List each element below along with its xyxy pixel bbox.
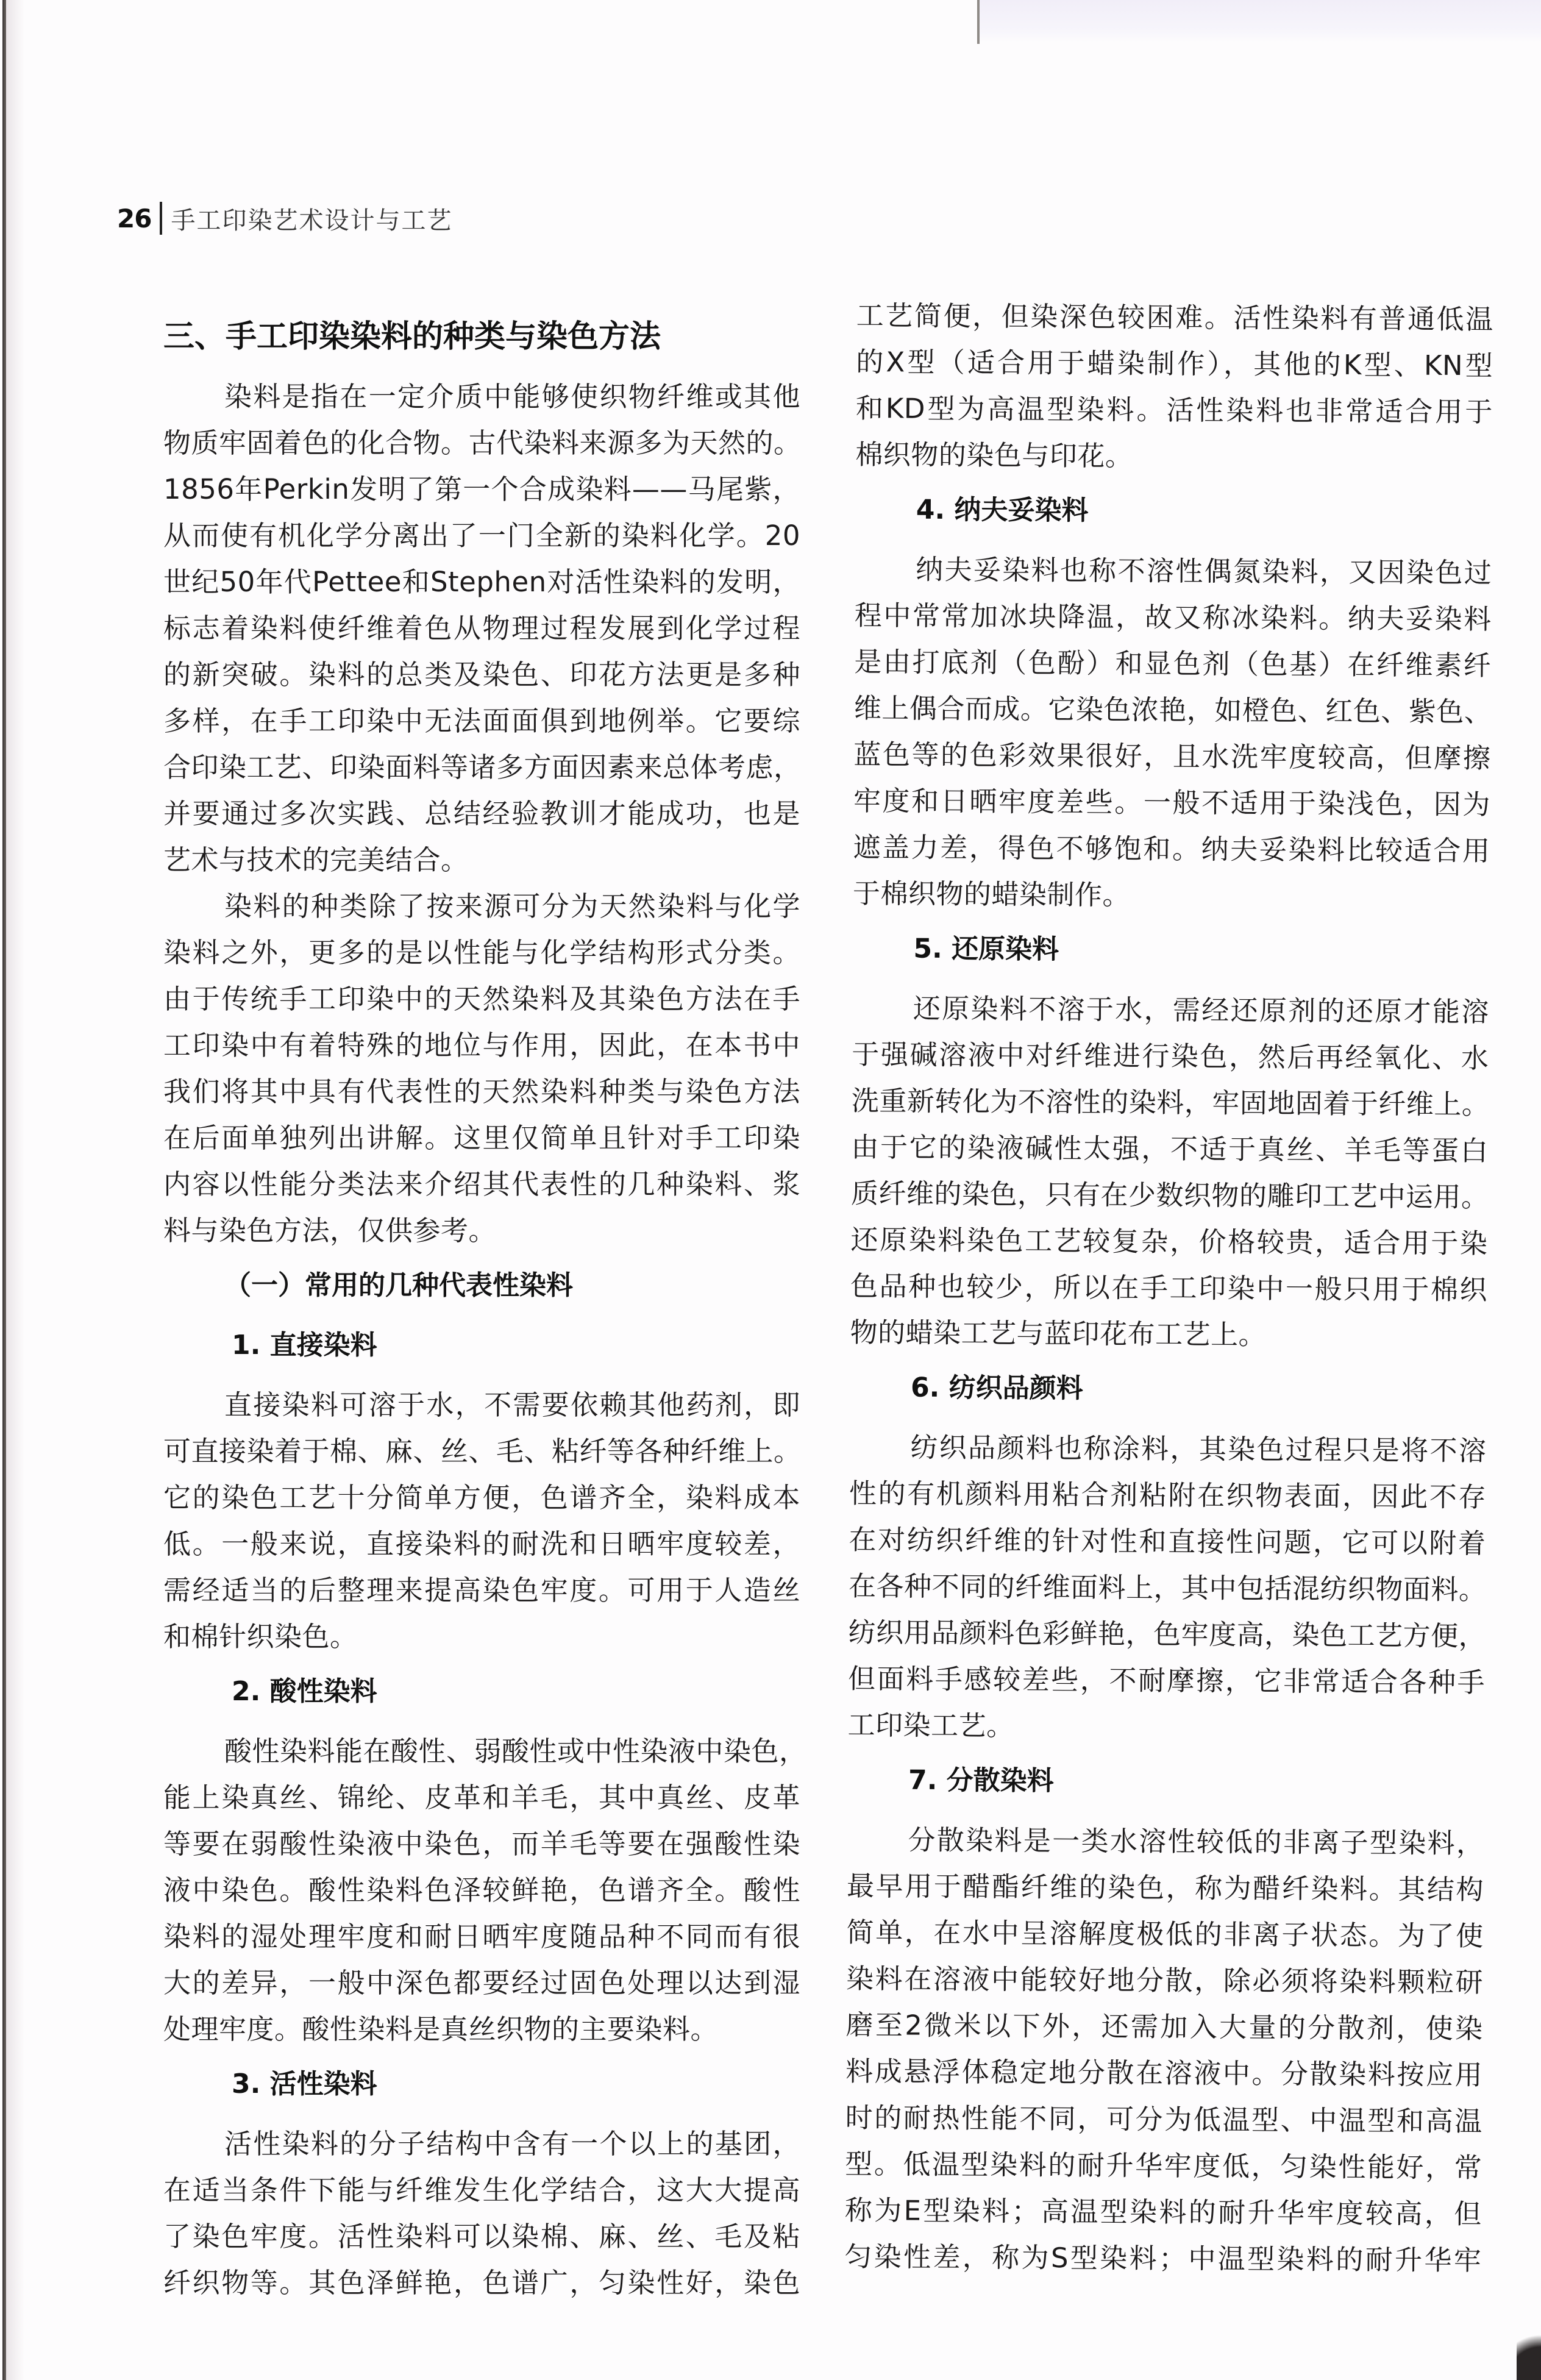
book-title: 手工印染艺术设计与工艺 <box>171 206 453 235</box>
text-line: 料成悬浮体稳定地分散在溶液中。分散染料按应用 <box>845 2054 1483 2092</box>
text-line: 质纤维的染色，只有在少数织物的雕印工艺中运用。 <box>850 1177 1489 1214</box>
text-line: 分散染料是一类水溶性较低的非离子型染料， <box>908 1823 1484 1860</box>
text-line: 料与染色方法，仅供参考。 <box>163 1214 497 1247</box>
text-line: 工印染中有着特殊的地位与作用，因此，在本书中 <box>163 1029 800 1061</box>
text-line: 纳夫妥染料也称不溶性偶氮染料，又因染色过 <box>916 553 1492 590</box>
text-line: 1856年Perkin发明了第一个合成染料——马尾紫， <box>163 473 800 505</box>
text-line: 并要通过多次实践、总结经验教训才能成功，也是 <box>163 797 800 830</box>
reactive-dyes-paragraph <box>163 2121 800 2306</box>
reactive-dyes-continuation <box>855 293 1493 482</box>
vat-dyes-paragraph <box>850 985 1489 1359</box>
corner-shadow <box>1517 2325 1541 2380</box>
text-line: 我们将其中具有代表性的天然染料种类与染色方法 <box>163 1075 800 1108</box>
text-line: 和KD型为高温型染料。活性染料也非常适合用于 <box>855 391 1493 429</box>
text-line: 是由打底剂（色酚）和显色剂（色基）在纤维素纤 <box>854 645 1492 682</box>
text-line: 匀染性差，称为S型染料；中温型染料的耐升华牢 <box>844 2240 1482 2277</box>
text-line: 染料之外，更多的是以性能与化学结构形式分类。 <box>163 936 800 969</box>
text-line: 处理牢度。酸性染料是真丝织物的主要染料。 <box>163 2013 719 2045</box>
text-line: 多样，在手工印染中无法面面俱到地例举。它要综 <box>163 705 800 737</box>
text-line: 维上偶合而成。它染色浓艳，如橙色、红色、紫色、 <box>853 691 1492 729</box>
left-column <box>163 314 807 2306</box>
text-line: 型。低温型染料的耐升华牢度低，匀染性能好，常 <box>845 2147 1482 2184</box>
text-line: 它的染色工艺十分简单方便，色谱齐全，染料成本 <box>163 1481 800 1514</box>
text-line: 时的耐热性能不同，可分为低温型、中温型和高温 <box>845 2101 1482 2138</box>
top-scan-mark <box>977 0 980 44</box>
text-line: 纺织用品颜料色彩鲜艳，色牢度高，染色工艺方便， <box>848 1616 1487 1653</box>
top-scan-tint <box>978 0 1541 43</box>
text-line: 于棉织物的蜡染制作。 <box>852 877 1131 911</box>
text-line: 大的差异，一般中深色都要经过固色处理以达到湿 <box>163 1967 800 1999</box>
text-line: 纤织物等。其色泽鲜艳，色谱广，匀染性好，染色 <box>163 2267 800 2299</box>
text-line: 物的蜡染工艺与蓝印花布工艺上。 <box>850 1316 1267 1352</box>
text-line: 遮盖力差，得色不够饱和。纳夫妥染料比较适合用 <box>853 830 1490 868</box>
item-heading-reactive-dyes: 3. 活性染料 <box>232 2068 377 2100</box>
text-line: 的新突破。染料的总类及染色、印花方法更是多种 <box>163 658 800 691</box>
text-line: 世纪50年代Pettee和Stephen对活性染料的发明， <box>163 566 800 598</box>
text-line: 程中常常加冰块降温，故又称冰染料。纳夫妥染料 <box>854 599 1492 636</box>
text-line: 蓝色等的色彩效果很好，且水洗牢度较高，但摩擦 <box>853 738 1491 775</box>
running-head <box>117 201 452 235</box>
text-line: 可直接染着于棉、麻、丝、毛、粘纤等各种纤维上。 <box>163 1435 802 1467</box>
item-heading-vat-dyes: 5. 还原染料 <box>913 933 1059 966</box>
page-edge-shadow <box>6 0 24 2380</box>
textile-pigments-paragraph <box>847 1424 1486 1752</box>
text-line: 但面料手感较差些，不耐摩擦，它非常适合各种手 <box>847 1662 1486 1699</box>
text-line: 标志着染料使纤维着色从物理过程发展到化学过程 <box>163 612 800 644</box>
text-line: 需经适当的后整理来提高染色牢度。可用于人造丝 <box>163 1574 800 1606</box>
text-line: 牢度和日晒牢度差些。一般不适用于染浅色，因为 <box>853 784 1491 821</box>
item-heading-acid-dyes: 2. 酸性染料 <box>232 1676 377 1707</box>
text-line: 棉织物的染色与印花。 <box>855 438 1133 472</box>
text-line: 还原染料不溶于水，需经还原剂的还原才能溶 <box>913 992 1489 1028</box>
text-line: 磨至2微米以下外，还需加入大量的分散剂，使染 <box>845 2008 1483 2045</box>
text-line: 在后面单独列出讲解。这里仅简单且针对手工印染 <box>163 1122 800 1154</box>
text-line: 的X型（适合用于蜡染制作），其他的K型、KN型 <box>856 345 1493 382</box>
text-line: 称为E型染料；高温型染料的耐升华牢度较高，但 <box>844 2193 1482 2231</box>
text-line: 性的有机颜料用粘合剂粘附在织物表面，因此不存 <box>849 1477 1487 1514</box>
text-line: 活性染料的分子结构中含有一个以上的基团， <box>224 2128 800 2160</box>
acid-dyes-paragraph <box>163 1728 807 2053</box>
text-line: 色品种也较少，所以在手工印染中一般只用于棉织 <box>850 1269 1488 1306</box>
item-heading-disperse-dyes: 7. 分散染料 <box>908 1764 1054 1797</box>
text-line: 直接染料可溶于水，不需要依赖其他药剂，即 <box>224 1389 800 1421</box>
text-line: 合印染工艺、印染面料等诸多方面因素来总体考虑， <box>163 751 802 783</box>
subsection-title: （一）常用的几种代表性染料 <box>224 1270 573 1301</box>
text-line: 在适当条件下能与纤维发生化学结合，这大大提高 <box>163 2174 800 2206</box>
text-line: 染料在溶液中能较好地分散，除必须将染料颗粒研 <box>845 1962 1484 1999</box>
text-line: 简单，在水中呈溶解度极低的非离子状态。为了使 <box>846 1915 1484 1953</box>
text-line: 等要在弱酸性染液中染色，而羊毛等要在强酸性染 <box>163 1828 800 1860</box>
text-line: 染料的种类除了按来源可分为天然染料与化学 <box>224 890 800 922</box>
text-line: 物质牢固着色的化合物。古代染料来源多为天然的。 <box>163 427 802 459</box>
disperse-dyes-paragraph <box>844 1817 1484 2284</box>
text-line: 最早用于醋酯纤维的染色，称为醋纤染料。其结构 <box>846 1869 1484 1906</box>
text-line: 和棉针织染色。 <box>163 1620 358 1653</box>
naphthol-dyes-paragraph <box>853 546 1492 921</box>
intro-paragraph-2 <box>163 883 800 1254</box>
text-line: 染料是指在一定介质中能够使织物纤维或其他 <box>224 380 800 413</box>
item-heading-textile-pigments: 6. 纺织品颜料 <box>910 1372 1083 1405</box>
text-line: 低。一般来说，直接染料的耐洗和日晒牢度较差， <box>163 1528 800 1560</box>
text-line: 在各种不同的纤维面料上，其中包括混纺织物面料。 <box>848 1569 1487 1606</box>
text-line: 纺织品颜料也称涂料，其染色过程只是将不溶 <box>910 1431 1487 1467</box>
running-head-divider <box>160 202 162 235</box>
item-heading-naphthol-dyes: 4. 纳夫妥染料 <box>916 494 1089 527</box>
text-line: 酸性染料能在酸性、弱酸性或中性染液中染色， <box>224 1735 807 1767</box>
text-line: 从而使有机化学分离出了一门全新的染料化学。20 <box>163 519 800 552</box>
intro-paragraph-1 <box>163 374 800 883</box>
text-line: 工艺简便，但染深色较困难。活性染料有普通低温 <box>856 299 1493 336</box>
text-line: 了染色牢度。活性染料可以染棉、麻、丝、毛及粘 <box>163 2220 800 2253</box>
text-line: 在对纺织纤维的针对性和直接性问题，它可以附着 <box>849 1523 1486 1560</box>
text-line: 能上染真丝、锦纶、皮革和羊毛，其中真丝、皮革 <box>163 1781 800 1814</box>
text-line: 工印染工艺。 <box>847 1708 1014 1742</box>
section-title: 三、手工印染染料的种类与染色方法 <box>163 319 661 355</box>
text-line: 染料的湿处理牢度和耐日晒牢度随品种不同而有很 <box>163 1920 800 1953</box>
text-line: 内容以性能分类法来介绍其代表性的几种染料、浆 <box>163 1168 800 1200</box>
text-line: 由于它的染液碱性太强，不适于真丝、羊毛等蛋白 <box>851 1130 1489 1167</box>
text-line: 液中染色。酸性染料色泽较鲜艳，色谱齐全。酸性 <box>163 1874 800 1906</box>
text-line: 还原染料染色工艺较复杂，价格较贵，适合用于染 <box>850 1223 1488 1260</box>
text-line: 由于传统手工印染中的天然染料及其染色方法在手 <box>163 983 800 1015</box>
text-line: 于强碱溶液中对纤维进行染色，然后再经氧化、水 <box>852 1038 1489 1075</box>
text-line: 洗重新转化为不溶性的染料，牢固地固着于纤维上。 <box>851 1084 1490 1121</box>
right-column <box>844 293 1493 2284</box>
direct-dyes-paragraph <box>163 1382 800 1660</box>
page-number: 26 <box>117 203 152 233</box>
item-heading-direct-dyes: 1. 直接染料 <box>232 1330 377 1361</box>
text-line: 艺术与技术的完美结合。 <box>163 844 469 876</box>
